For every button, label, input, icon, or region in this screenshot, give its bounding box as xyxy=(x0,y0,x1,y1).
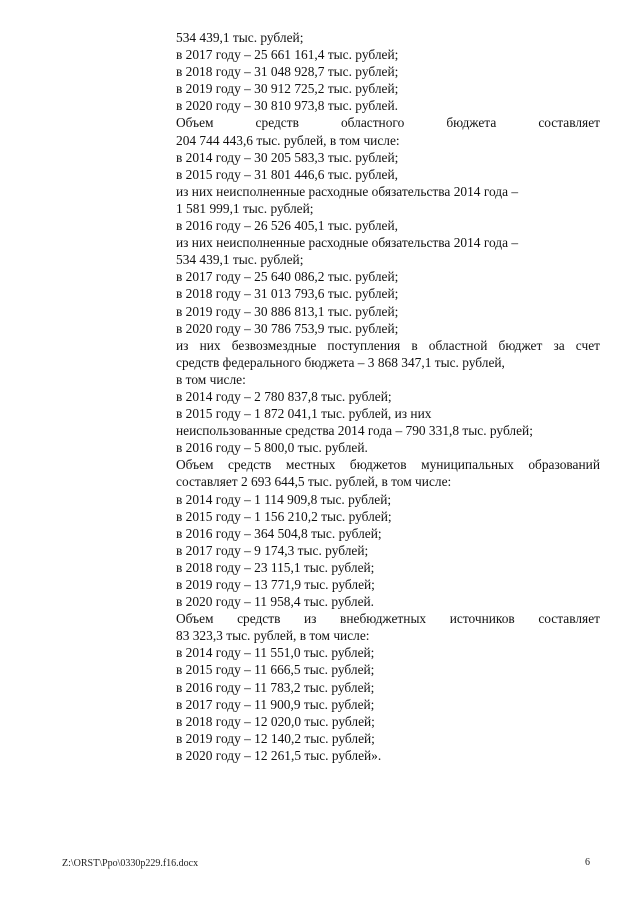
text-line: Объем средств из внебюджетных источников составляет xyxy=(176,611,600,627)
text-line: в 2018 году – 12 020,0 тыс. рублей; xyxy=(176,713,375,729)
text-line: в 2017 году – 11 900,9 тыс. рублей; xyxy=(176,696,375,712)
text-line: 534 439,1 тыс. рублей; xyxy=(176,30,304,45)
text-line: в 2014 году – 30 205 583,3 тыс. рублей; xyxy=(176,149,399,165)
text-line: в 2016 году – 11 783,2 тыс. рублей; xyxy=(176,679,375,695)
text-line: в 2018 году – 31 048 928,7 тыс. рублей; xyxy=(176,64,399,80)
text-line: в 2014 году – 11 551,0 тыс. рублей; xyxy=(176,645,375,661)
text-line: в 2020 году – 12 261,5 тыс. рублей». xyxy=(176,747,382,763)
text-line: в 2019 году – 30 912 725,2 тыс. рублей; xyxy=(176,81,399,97)
text-line: неиспользованные средства 2014 года – 790 331,8 тыс. рублей; xyxy=(176,423,533,439)
text-line: средств федерального бюджета – 3 868 347,1 тыс. рублей, xyxy=(176,354,505,370)
text-line: в 2016 году – 364 504,8 тыс. рублей; xyxy=(176,525,382,541)
text-line: в 2014 году – 1 114 909,8 тыс. рублей; xyxy=(176,491,392,507)
text-line: в 2016 году – 5 800,0 тыс. рублей. xyxy=(176,440,368,456)
text-line: 204 744 443,6 тыс. рублей, в том числе: xyxy=(176,132,400,148)
text-line: в 2019 году – 30 886 813,1 тыс. рублей; xyxy=(176,303,399,319)
text-line: из них безвозмездные поступления в областной бюджет за счет xyxy=(176,337,600,353)
text-line: в том числе: xyxy=(176,371,246,387)
page-number: 6 xyxy=(585,857,590,868)
text-line: в 2020 году – 30 786 753,9 тыс. рублей; xyxy=(176,320,399,336)
text-line: в 2017 году – 9 174,3 тыс. рублей; xyxy=(176,542,369,558)
text-line: в 2018 году – 31 013 793,6 тыс. рублей; xyxy=(176,286,399,302)
text-line: в 2015 году – 31 801 446,6 тыс. рублей, xyxy=(176,166,398,182)
text-line: в 2020 году – 11 958,4 тыс. рублей. xyxy=(176,594,375,610)
text-line: в 2018 году – 23 115,1 тыс. рублей; xyxy=(176,559,375,575)
text-line: в 2017 году – 25 640 086,2 тыс. рублей; xyxy=(176,269,399,285)
text-line: в 2017 году – 25 661 161,4 тыс. рублей; xyxy=(176,47,399,63)
text-line: из них неисполненные расходные обязательства 2014 года – xyxy=(176,235,519,251)
document-body xyxy=(176,29,600,764)
text-line: в 2014 году – 2 780 837,8 тыс. рублей; xyxy=(176,388,392,404)
text-line: 534 439,1 тыс. рублей; xyxy=(176,252,304,268)
text-line: в 2016 году – 26 526 405,1 тыс. рублей, xyxy=(176,218,398,234)
text-line: 83 323,3 тыс. рублей, в том числе: xyxy=(176,628,370,644)
text-line: Объем средств областного бюджета составляет xyxy=(176,115,600,131)
text-line: в 2015 году – 1 872 041,1 тыс. рублей, из них xyxy=(176,406,432,422)
text-line: 1 581 999,1 тыс. рублей; xyxy=(176,200,314,216)
text-line: в 2015 году – 11 666,5 тыс. рублей; xyxy=(176,662,375,678)
text-line: составляет 2 693 644,5 тыс. рублей, в том числе: xyxy=(176,474,452,490)
text-line: Объем средств местных бюджетов муниципальных образований xyxy=(176,457,600,473)
text-line: в 2015 году – 1 156 210,2 тыс. рублей; xyxy=(176,508,392,524)
footer-file-path: Z:\ORST\Ppo\0330p229.f16.docx xyxy=(62,858,199,869)
text-line: в 2019 году – 12 140,2 тыс. рублей; xyxy=(176,730,375,746)
text-line: из них неисполненные расходные обязательства 2014 года – xyxy=(176,183,519,199)
text-line: в 2020 году – 30 810 973,8 тыс. рублей. xyxy=(176,98,398,114)
text-line: в 2019 году – 13 771,9 тыс. рублей; xyxy=(176,577,375,592)
